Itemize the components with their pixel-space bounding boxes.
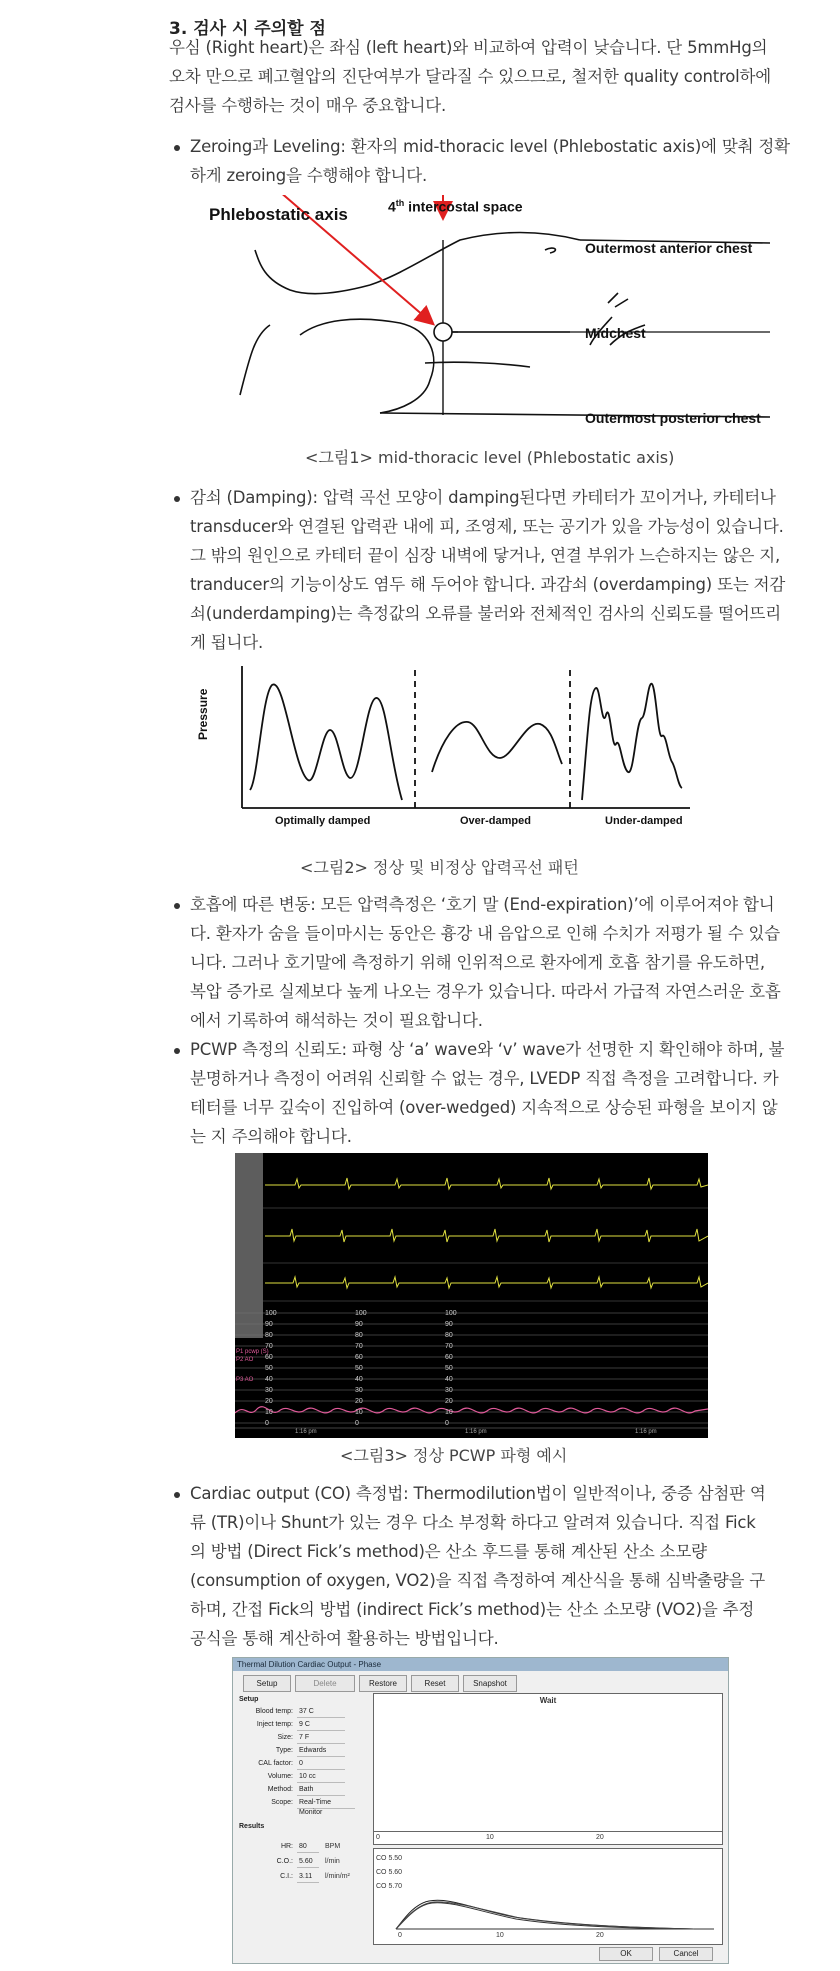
optimally-damped-wave [250,684,402,800]
bullet3-line: 복압 증가로 실제보다 높게 나오는 경우가 있습니다. 따라서 가급적 자연스러운 호흡 [190,982,781,1001]
setup-value[interactable]: 10 cc [297,1772,345,1783]
bullet2-line: 쇠(underdamping)는 측정값의 오류를 불러와 전체적인 검사의 신뢰도를 떨어뜨리 [190,604,782,623]
restore-button[interactable]: Restore [359,1675,407,1692]
section-heading: 3. 검사 시 주의할 점 [169,19,326,39]
setup-label: Blood temp: [255,1708,293,1715]
setup-label: Type: [275,1747,293,1754]
bullet4-line: 테터를 너무 깊숙이 진입하여 (over-wedged) 지속적으로 상승된 파형을 보이지 않 [190,1098,778,1117]
wait-plot [373,1693,723,1845]
bullet4-line: 는 지 주의해야 합니다. [190,1127,352,1146]
bullet2-line: 게 됩니다. [190,633,264,652]
scale-grid [235,1313,708,1423]
result-label: C.I.: [280,1873,293,1880]
setup-value[interactable]: 37 C [297,1707,345,1718]
cardiac-output-window [232,1657,729,1964]
bullet3-line: 다. 환자가 숨을 들이마시는 동안은 흉강 내 음압으로 인해 수치가 저평가 될 수 있습 [190,924,781,943]
result-label: C.O.: [276,1858,293,1865]
under-damped-label: Under-damped [605,815,683,827]
figure2-caption: <그림2> 정상 및 비정상 압력곡선 패턴 [300,858,579,877]
setup-value[interactable]: 7 F [297,1733,345,1744]
scale-column-3: 100 90 80 70 60 50 40 30 20 10 0 [445,1310,457,1427]
setup-label: Volume: [267,1773,293,1780]
ok-button[interactable]: OK [599,1947,653,1961]
tick-label: 10 [486,1834,494,1841]
time-label: 1:16 pm [465,1429,487,1435]
co-curve-plot [373,1848,723,1945]
setup-label: Method: [267,1786,293,1793]
patient-outline [240,233,770,418]
bullet2-line: 감쇠 (Damping): 압력 곡선 모양이 damping된다면 카테터가 꼬이거나, 카테터나 [190,488,776,507]
co-label: CO 5.60 [376,1869,403,1876]
result-label: HR: [280,1843,293,1850]
intercostal-label: 4th intercostal space [388,198,523,215]
time-label: 1:16 pm [295,1429,317,1435]
result-value: 3.11 [297,1872,319,1883]
setup-value[interactable]: Real-Time Monitor [297,1798,355,1809]
bullet-dot [174,1048,180,1054]
scale-column-1: 100 90 80 70 60 50 40 30 20 10 0 [265,1310,277,1427]
ecg-traces [265,1178,708,1288]
tick-label: 20 [596,1932,604,1939]
window-title: Thermal Dilution Cardiac Output - Phase [233,1658,728,1671]
midchest-label: Midchest [585,325,646,341]
bullet3-line: 니다. 그러나 호기말에 측정하기 위해 인위적으로 환자에게 호흡 참기를 유도하면, [190,953,765,972]
delete-button[interactable]: Delete [295,1675,355,1692]
co-label: CO 5.50 [376,1855,403,1862]
setup-section-title: Setup [239,1696,259,1703]
bullet1-line: 하게 zeroing을 수행해야 합니다. [190,166,428,185]
intro-line: 우심 (Right heart)은 좌심 (left heart)와 비교하여 압력이 낮습니다. 단 5mmHg의 [169,38,768,57]
tick-label: 20 [596,1834,604,1841]
bullet4-line: 분명하거나 측정이 어려워 신뢰할 수 없는 경우, LVEDP 직접 측정을 고려합니다. 카 [190,1069,779,1088]
bullet5-line: 의 방법 (Direct Fick’s method)은 산소 후드를 통해 계산된 산소 소모량 [190,1542,707,1561]
scale-column-2: 100 90 80 70 60 50 40 30 20 10 0 [355,1310,367,1427]
result-unit: l/min [325,1858,340,1865]
posterior-chest-label: Outermost posterior chest [585,410,761,426]
bullet4-line: PCWP 측정의 신뢰도: 파형 상 ‘a’ wave와 ‘v’ wave가 선명한 지 확인해야 하며, 불 [190,1040,785,1059]
setup-label: Scope: [271,1799,293,1806]
phlebostatic-axis-figure [200,195,800,430]
wait-plot-title: Wait [539,1696,557,1705]
result-value: 5.60 [297,1857,319,1868]
bullet2-line: transducer와 연결된 압력관 내에 피, 조영제, 또는 공기가 있을 가능성이 있습니다. [190,517,784,536]
phlebostatic-point [434,323,452,341]
setup-label: Size: [277,1734,293,1741]
setup-value[interactable]: Bath [297,1785,345,1796]
bullet5-line: Cardiac output (CO) 측정법: Thermodilution법이 일반적이나, 중증 삼첨판 역 [190,1484,766,1503]
thermodilution-curves [374,1849,722,1944]
tick-label: 0 [398,1932,402,1939]
cancel-button[interactable]: Cancel [659,1947,713,1961]
co-label: CO 5.70 [376,1883,403,1890]
tick-label: 0 [376,1834,380,1841]
bullet5-line: (consumption of oxygen, VO2)을 직접 측정하여 계산식을 통해 심박출량을 구 [190,1571,765,1590]
setup-value[interactable]: 0 [297,1759,345,1770]
figure1-caption: <그림1> mid-thoracic level (Phlebostatic axis) [305,448,675,467]
figure3-caption: <그림3> 정상 PCWP 파형 예시 [340,1446,568,1465]
result-unit: BPM [325,1843,341,1850]
setup-button[interactable]: Setup [243,1675,291,1692]
bullet2-line: 그 밖의 원인으로 카테터 끝이 심장 내벽에 닿거나, 연결 부위가 느슨하지는 않은 지, [190,546,781,565]
bullet5-line: 하며, 간접 Fick의 방법 (indirect Fick’s method)는 산소 소모량 (VO2)을 추정 [190,1600,755,1619]
over-damped-wave [432,722,562,772]
bullet-dot [174,903,180,909]
bullet3-line: 에서 기록하여 해석하는 것이 필요합니다. [190,1011,483,1030]
wait-plot-axis [374,1831,722,1832]
result-unit: l/min/m² [325,1873,350,1880]
bullet5-line: 공식을 통해 계산하여 활용하는 방법입니다. [190,1629,499,1648]
results-section-title: Results [239,1823,265,1830]
anterior-chest-label: Outermost anterior chest [585,240,753,256]
intro-line: 오차 만으로 폐고혈압의 진단여부가 달라질 수 있으므로, 철저한 quality control하에 [169,67,771,86]
over-damped-label: Over-damped [460,815,531,827]
setup-label: Inject temp: [256,1721,293,1728]
optimally-damped-label: Optimally damped [275,815,371,827]
channel-labels: P1 pcwp (S) P2 AO P3 AO [236,1349,269,1383]
under-damped-wave [582,684,682,800]
bullet-dot [174,1492,180,1498]
reset-button[interactable]: Reset [411,1675,459,1692]
bullet3-line: 호흡에 따른 변동: 모든 압력측정은 ‘호기 말 (End-expiration)’에 이루어져야 합니 [190,895,775,914]
setup-value[interactable]: 9 C [297,1720,345,1731]
pcwp-monitor-screenshot [235,1153,708,1438]
pressure-axis-label: Pressure [196,688,210,740]
bullet1-line: Zeroing과 Leveling: 환자의 mid-thoracic level (Phlebostatic axis)에 맞춰 정확 [190,137,790,156]
snapshot-button[interactable]: Snapshot [463,1675,517,1692]
time-label: 1:16 pm [635,1429,657,1435]
pcwp-waveforms [235,1153,708,1438]
phlebostatic-label: Phlebostatic axis [209,205,348,224]
damping-pattern-figure [210,660,710,840]
bullet5-line: 류 (TR)이나 Shunt가 있는 경우 다소 부정확 하다고 알려져 있습니다. 직접 Fick [190,1513,756,1532]
result-value: 80 [297,1842,319,1853]
bullet-dot [174,145,180,151]
setup-value[interactable]: Edwards [297,1746,345,1757]
bullet-dot [174,496,180,502]
bullet2-line: tranducer의 기능이상도 염두 해 두어야 합니다. 과감쇠 (overdamping) 또는 저감 [190,575,786,594]
tick-label: 10 [496,1932,504,1939]
intro-line: 검사를 수행하는 것이 매우 중요합니다. [169,96,447,115]
setup-label: CAL factor: [258,1760,293,1767]
